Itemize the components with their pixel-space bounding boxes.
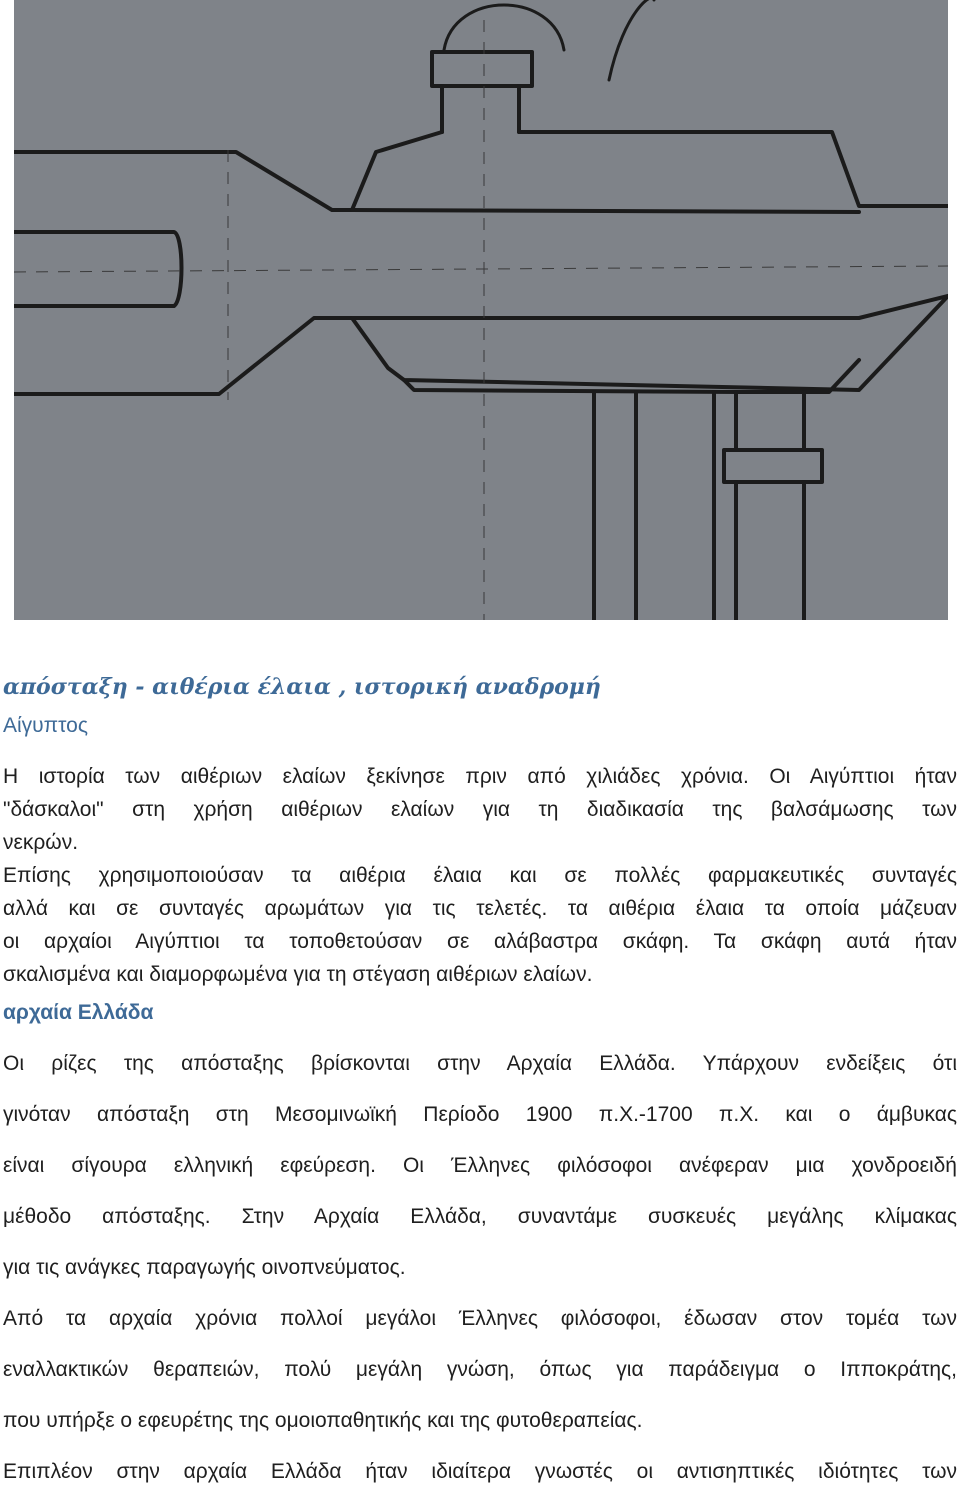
text-line: Επίσης χρησιμοποιούσαν τα αιθέρια έλαια και σε πολλές φαρμακευτικές συνταγές [3, 864, 957, 887]
article-title: απόσταξη - αιθέρια έλαια , ιστορική αναδρομή [3, 674, 601, 700]
text-line: νεκρών. [3, 831, 79, 854]
text-line: εναλλακτικών θεραπειών, πολύ μεγάλη γνώση, όπως για παράδειγμα ο Ιπποκράτης, [3, 1358, 957, 1381]
text-line: "δάσκαλοι" στη χρήση αιθέριων ελαίων για τη διαδικασία της βαλσάμωσης των [3, 798, 957, 821]
text-line: που υπήρξε ο εφευρέτης της ομοιοπαθητικής και της φυτοθεραπείας. [3, 1409, 643, 1432]
section-text-egypt [3, 760, 957, 991]
text-line: γινόταν απόσταξη στη Μεσομινωϊκή Περίοδο 1900 π.Χ.-1700 π.Χ. και ο άμβυκας [3, 1103, 957, 1126]
text-line: για τις ανάγκες παραγωγής οινοπνεύματος. [3, 1256, 406, 1279]
text-line: Οι ρίζες της απόσταξης βρίσκονται στην Αρχαία Ελλάδα. Υπάρχουν ενδείξεις ότι [3, 1052, 957, 1075]
text-line: είναι σίγουρα ελληνική εφεύρεση. Οι Έλληνες φιλόσοφοι ανέφεραν μια χονδροειδή [3, 1154, 957, 1177]
text-line: οι αρχαίοι Αιγύπτιοι τα τοποθετούσαν σε αλάβαστρα σκάφη. Τα σκάφη αυτά ήταν [3, 930, 957, 953]
distillation-sketch-figure [14, 0, 948, 620]
distillation-apparatus-sketch-icon [14, 0, 948, 620]
text-line: σκαλισμένα και διαμορφωμένα για τη στέγαση αιθέριων ελαίων. [3, 963, 593, 986]
section-text-ancient-greece [3, 1038, 957, 1497]
text-line: Η ιστορία των αιθέριων ελαίων ξεκίνησε πριν από χιλιάδες χρόνια. Οι Αιγύπτιοι ήταν [3, 765, 957, 788]
section-heading-ancient-greece: αρχαία Ελλάδα [3, 1001, 154, 1024]
text-line: αλλά και σε συνταγές αρωμάτων για τις τελετές. τα αιθέρια έλαια τα οποία μάζευαν [3, 897, 957, 920]
text-line: μέθοδο απόσταξης. Στην Αρχαία Ελλάδα, συναντάμε συσκευές μεγάλης κλίμακας [3, 1205, 957, 1228]
section-heading-egypt: Αίγυπτος [3, 714, 88, 737]
text-line: Από τα αρχαία χρόνια πολλοί μεγάλοι Έλληνες φιλόσοφοι, έδωσαν στον τομέα των [3, 1307, 957, 1330]
text-line: Επιπλέον στην αρχαία Ελλάδα ήταν ιδιαίτερα γνωστές οι αντισηπτικές ιδιότητες των [3, 1460, 957, 1483]
